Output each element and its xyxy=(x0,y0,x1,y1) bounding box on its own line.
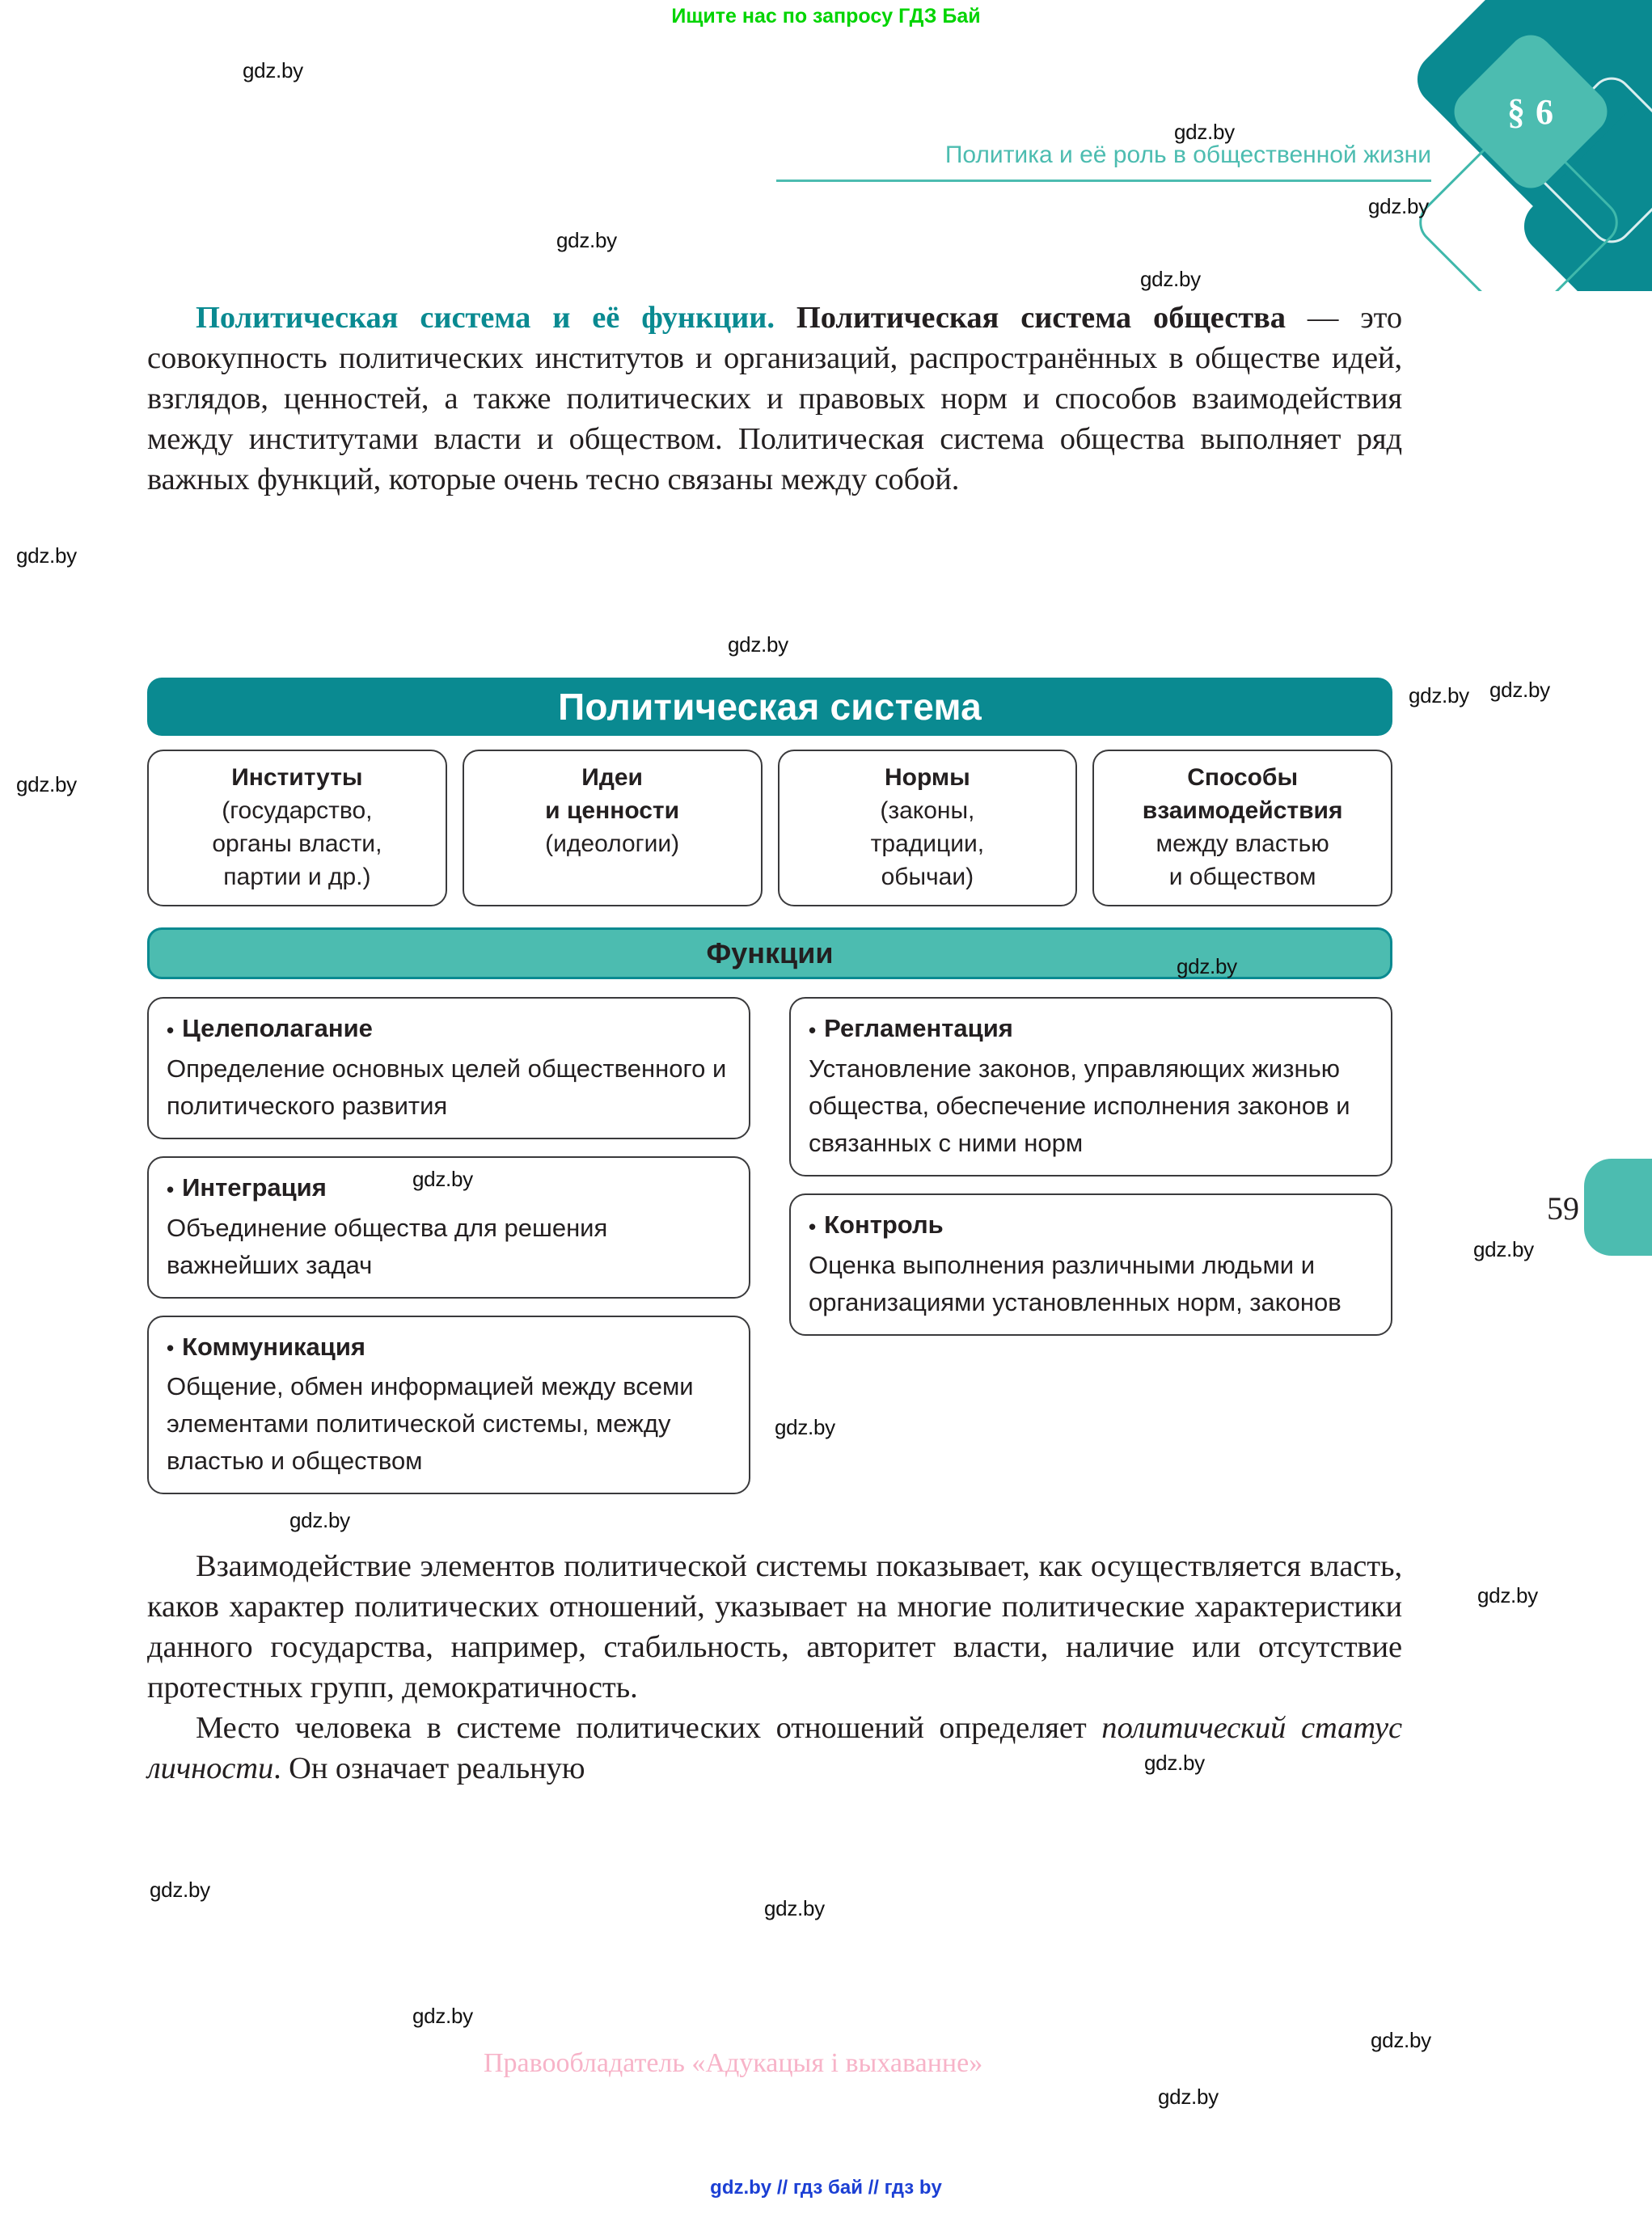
watermark-copyright: Правообладатель «Адукацыя і выхаванне» xyxy=(484,2048,983,2078)
functions-column-left xyxy=(147,997,750,1494)
function-box xyxy=(147,997,750,1139)
page-number: 59 xyxy=(1547,1190,1579,1227)
scheme-functions-columns xyxy=(147,997,1392,1494)
watermark-tile: gdz.by xyxy=(1158,2085,1219,2109)
scheme-element-box xyxy=(778,750,1078,906)
function-box xyxy=(147,1316,750,1495)
watermark-tile: gdz.by xyxy=(412,2004,473,2028)
lower-para2-part-a: Место человека в системе политических отношений определяет xyxy=(196,1711,1102,1745)
watermark-tile: gdz.by xyxy=(289,1508,350,1532)
watermark-tile: gdz.by xyxy=(1409,683,1469,708)
function-box xyxy=(789,1193,1392,1336)
scheme-element-box xyxy=(1092,750,1392,906)
function-description: Установление законов, управляющих жизнью общества, обеспечение исполнения законов и связанных с ними норм xyxy=(809,1054,1350,1157)
functions-column-right xyxy=(789,997,1392,1494)
page-number-tab-shape xyxy=(1584,1159,1652,1256)
function-title: • Коммуникация xyxy=(167,1329,731,1367)
watermark-tile: gdz.by xyxy=(150,1878,210,1902)
function-title: • Интеграция xyxy=(167,1169,731,1208)
watermark-tile: gdz.by xyxy=(728,632,788,657)
watermark-tile: gdz.by xyxy=(1140,267,1201,291)
scheme-element-head: Институты xyxy=(231,764,363,791)
function-description: Общение, обмен информацией между всеми элементами политической системы, между властью и обществом xyxy=(167,1372,694,1476)
intro-term: Политическая система и её функции. xyxy=(196,301,775,335)
scheme-functions-banner: Функции xyxy=(147,927,1392,979)
scheme-element-sub: (законы, традиции, обычаи) xyxy=(870,797,985,890)
scheme-element-sub: (государство, органы власти, партии и др.) xyxy=(212,797,382,890)
watermark-tile: gdz.by xyxy=(764,1896,825,1920)
scheme-element-box xyxy=(147,750,447,906)
political-system-scheme xyxy=(147,678,1392,1494)
function-description: Определение основных целей общественного и политического развития xyxy=(167,1054,727,1120)
function-description: Оценка выполнения различными людьми и организациями установленных норм, законов xyxy=(809,1250,1341,1316)
scheme-element-head: Нормы xyxy=(885,764,970,791)
watermark-tile: gdz.by xyxy=(1477,1583,1538,1607)
lower-para2-part-b: . Он означает реальную xyxy=(273,1751,585,1785)
lower-paragraph-2 xyxy=(147,1708,1402,1789)
lower-paragraph-1: Взаимодействие элементов политической системы показывает, как осуществляется власть, каков характер политических отношений, указывает на многие политические характеристики данного государства, например, стабильность, авторитет власти, наличие или отсутствие протестных групп, демократичность. xyxy=(147,1549,1402,1705)
section-badge-label: § 6 xyxy=(1507,91,1554,132)
function-title: • Регламентация xyxy=(809,1010,1373,1049)
function-title: • Контроль xyxy=(809,1206,1373,1245)
function-description: Объединение общества для решения важнейших задач xyxy=(167,1213,608,1279)
running-head-title: Политика и её роль в общественной жизни xyxy=(776,142,1431,182)
function-box xyxy=(147,1156,750,1299)
intro-text-block xyxy=(147,298,1402,500)
watermark-tile: gdz.by xyxy=(1368,194,1429,218)
watermark-bottom-banner: gdz.by // гдз бай // гдз by xyxy=(710,2177,942,2199)
intro-paragraph xyxy=(147,298,1402,500)
scheme-element-sub: (идеологии) xyxy=(545,830,680,857)
scheme-main-banner: Политическая система xyxy=(147,678,1392,736)
scheme-elements-row xyxy=(147,750,1392,906)
watermark-tile: gdz.by xyxy=(775,1415,835,1439)
function-title: • Целеполагание xyxy=(167,1010,731,1049)
watermark-tile: gdz.by xyxy=(1371,2028,1431,2052)
watermark-tile: gdz.by xyxy=(1473,1237,1534,1261)
scheme-element-sub: между властью и обществом xyxy=(1156,830,1329,890)
scheme-element-head: Идеи и ценности xyxy=(545,764,680,824)
scheme-element-head: Способы взаимодействия xyxy=(1142,764,1343,824)
watermark-top-banner: Ищите нас по запросу ГДЗ Бай xyxy=(671,5,981,27)
watermark-tile: gdz.by xyxy=(1144,1751,1205,1775)
watermark-tile: gdz.by xyxy=(16,772,77,796)
watermark-tile: gdz.by xyxy=(1489,678,1550,702)
function-box xyxy=(789,997,1392,1176)
watermark-tile: gdz.by xyxy=(412,1167,473,1191)
lower-para2-italic-term: политический статус личности xyxy=(147,1711,1402,1785)
watermark-tile: gdz.by xyxy=(1177,954,1237,978)
intro-rest: — это совокупность политических институтов и организаций, распространённых в обществе идей, взглядов, ценностей, а также политических и правовых норм и способов взаимодействия между институтами власти и обществом. Политическая система общества выполняет ряд важных функций, которые очень тесно связаны между собой. xyxy=(147,301,1402,496)
lower-text-block xyxy=(147,1546,1402,1789)
intro-bold-lead: Политическая система общества xyxy=(796,301,1286,335)
watermark-tile: gdz.by xyxy=(556,228,617,252)
watermark-tile: gdz.by xyxy=(1174,120,1235,144)
scheme-element-box xyxy=(463,750,763,906)
watermark-tile: gdz.by xyxy=(16,543,77,568)
watermark-tile: gdz.by xyxy=(243,58,303,82)
